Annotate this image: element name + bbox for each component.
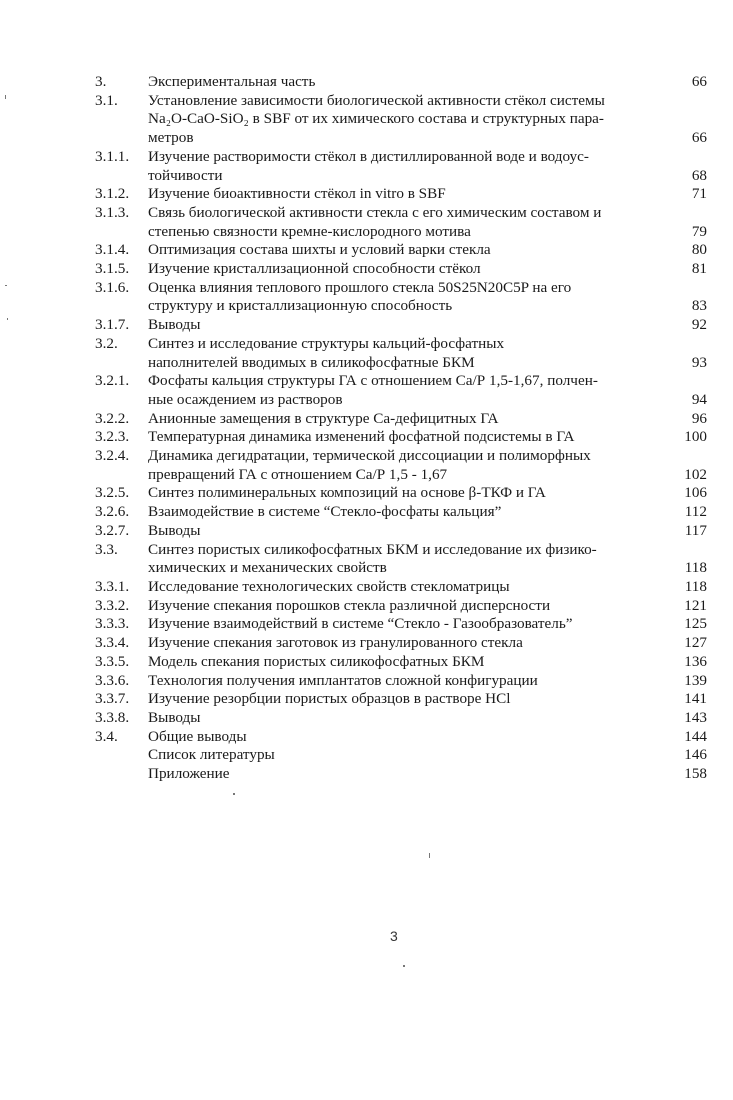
toc-entry-page: 158	[684, 765, 707, 783]
toc-entry-number: 3.	[95, 73, 107, 90]
toc-entry-number: 3.1.4.	[95, 241, 130, 259]
toc-entry	[95, 92, 707, 148]
toc-entry-page: 127	[684, 634, 707, 652]
toc-entry-title-line: Взаимодействие в системе “Стекло-фосфаты кальция”	[148, 503, 502, 521]
toc-entry-number: 3.1.1.	[95, 147, 130, 165]
scan-speck	[5, 285, 7, 286]
toc-entry	[95, 316, 707, 335]
toc-entry-number: 3.1.6.	[95, 278, 130, 296]
toc-entry-number: 3.2.4.	[95, 447, 130, 465]
toc-entry-title-line: Выводы	[148, 316, 201, 334]
toc-entry-page: 71	[691, 185, 707, 203]
toc-entry-number: 3.2.5.	[95, 484, 130, 502]
toc-entry-page: 92	[691, 316, 707, 334]
toc-entry-number: 3.1.5.	[95, 260, 130, 278]
toc-entry-title-line: ные осаждением из растворов	[148, 390, 343, 408]
toc-entry-title	[148, 279, 667, 316]
toc-entry-title	[148, 410, 667, 429]
toc-entry	[95, 615, 707, 634]
toc-entry	[95, 522, 707, 541]
toc-entry-page: 146	[684, 746, 707, 764]
toc-entry	[95, 709, 707, 728]
toc-entry-title	[148, 260, 667, 279]
toc-entry-page: 81	[691, 260, 707, 278]
toc-entry-page: 121	[684, 596, 707, 614]
toc-entry-title-line: Связь биологической активности стекла с его химическим составом и	[148, 203, 602, 221]
toc-entry-page: 106	[684, 484, 707, 502]
toc-entry-page: 144	[684, 727, 707, 745]
toc-entry	[95, 279, 707, 316]
toc-entry-title	[148, 185, 667, 204]
toc-entry-title	[148, 690, 667, 709]
toc-entry	[95, 241, 707, 260]
toc-entry-title	[148, 615, 667, 634]
toc-entry-title	[148, 728, 667, 747]
toc-entry-title-line: наполнителей вводимых в силикофосфатные БКМ	[148, 353, 475, 371]
toc-entry-number: 3.4.	[95, 727, 118, 745]
toc-entry-title	[148, 316, 667, 335]
toc-entry-title-line: структуру и кристаллизационную способность	[148, 297, 453, 315]
toc-entry-title-line: Экспериментальная часть	[148, 73, 316, 90]
table-of-contents	[95, 73, 707, 784]
toc-entry-title-line: Модель спекания пористых силикофосфатных БКМ	[148, 652, 485, 670]
toc-entry-title-line: Исследование технологических свойств стекломатрицы	[148, 577, 510, 595]
toc-entry-title-line: Оценка влияния теплового прошлого стекла 50S25N20C5P на его	[148, 278, 572, 296]
toc-entry-page: 118	[684, 559, 707, 577]
toc-entry-title	[148, 709, 667, 728]
scan-speck	[7, 318, 8, 320]
toc-entry-page: 80	[691, 241, 707, 259]
toc-entry	[95, 428, 707, 447]
toc-entry-title-line: Изучение спекания заготовок из гранулированного стекла	[148, 634, 523, 652]
toc-entry-title-line: Динамика дегидратации, термической диссоциации и полиморфных	[148, 447, 591, 465]
toc-entry-number: 3.3.2.	[95, 596, 130, 614]
toc-entry-title	[148, 522, 667, 541]
toc-entry-title-line: Установление зависимости биологической активности стёкол системы	[148, 91, 605, 109]
toc-entry-page: 100	[684, 428, 707, 446]
toc-entry-title-line: Температурная динамика изменений фосфатной подсистемы в ГА	[148, 428, 575, 446]
toc-entry	[95, 73, 707, 92]
toc-entry-title	[148, 372, 667, 409]
toc-entry-title-line: Фосфаты кальция структуры ГА с отношением Са/Р 1,5-1,67, полчен-	[148, 372, 598, 390]
toc-entry-page: 141	[684, 690, 707, 708]
toc-entry-title-line: химических и механических свойств	[148, 559, 387, 577]
toc-entry-title-line: Синтез полиминеральных композиций на основе β-ТКФ и ГА	[148, 484, 546, 502]
toc-entry-title	[148, 746, 667, 765]
toc-entry-page: 136	[684, 652, 707, 670]
toc-entry-number: 3.3.3.	[95, 615, 130, 633]
toc-entry-page: 83	[691, 297, 707, 315]
toc-entry	[95, 746, 707, 765]
toc-entry-page: 117	[684, 521, 707, 539]
toc-entry-title	[148, 653, 667, 672]
toc-entry-title-line: Выводы	[148, 708, 201, 726]
toc-entry-title-line: Изучение взаимодействий в системе “Стекло - Газообразователь”	[148, 615, 573, 633]
scan-speck	[429, 853, 430, 858]
toc-entry-number: 3.1.7.	[95, 316, 130, 334]
toc-entry-number: 3.3.5.	[95, 652, 130, 670]
toc-entry	[95, 597, 707, 616]
toc-entry-page: 125	[684, 615, 707, 633]
toc-entry-title	[148, 672, 667, 691]
toc-entry-number: 3.3.1.	[95, 577, 130, 595]
scan-speck	[403, 965, 405, 967]
toc-entry	[95, 672, 707, 691]
toc-entry-page: 68	[691, 166, 707, 184]
toc-entry-title	[148, 447, 667, 484]
toc-entry-number: 3.1.2.	[95, 185, 130, 203]
toc-entry-title-line: Изучение кристаллизационной способности стёкол	[148, 260, 481, 278]
toc-entry	[95, 260, 707, 279]
toc-entry-number: 3.3.7.	[95, 690, 130, 708]
toc-entry-number: 3.1.	[95, 91, 118, 109]
toc-entry-page: 143	[684, 708, 707, 726]
toc-entry-number: 3.3.	[95, 540, 118, 558]
toc-entry	[95, 578, 707, 597]
toc-entry-title-line: Выводы	[148, 521, 201, 539]
toc-entry-title-line: Изучение биоактивности стёкол in vitro в SBF	[148, 185, 446, 203]
toc-entry	[95, 634, 707, 653]
toc-entry-title-line: Анионные замещения в структуре Са-дефицитных ГА	[148, 409, 499, 427]
toc-entry-title	[148, 597, 667, 616]
toc-entry	[95, 335, 707, 372]
toc-entry-page: 112	[684, 503, 707, 521]
toc-entry	[95, 503, 707, 522]
toc-entry-title-line: Синтез пористых силикофосфатных БКМ и исследование их физико-	[148, 540, 597, 558]
toc-entry-number: 3.3.8.	[95, 708, 130, 726]
toc-entry-page: 79	[691, 222, 707, 240]
toc-entry-title	[148, 204, 667, 241]
toc-entry-title-line: Изучение растворимости стёкол в дистиллированной воде и водоус-	[148, 147, 589, 165]
toc-entry-title-line: Общие выводы	[148, 727, 247, 745]
toc-entry-title	[148, 241, 667, 260]
toc-entry	[95, 484, 707, 503]
toc-entry-page: 94	[691, 390, 707, 408]
toc-entry-page: 118	[684, 577, 707, 595]
toc-entry	[95, 372, 707, 409]
toc-entry-title-line: Приложение	[148, 765, 230, 783]
toc-entry	[95, 148, 707, 185]
toc-entry	[95, 185, 707, 204]
page-number: 3	[390, 928, 398, 944]
toc-entry-title	[148, 503, 667, 522]
toc-entry-number: 3.1.3.	[95, 203, 130, 221]
toc-entry-title-line: Синтез и исследование структуры кальций-фосфатных	[148, 334, 505, 352]
toc-entry	[95, 447, 707, 484]
toc-entry-title	[148, 335, 667, 372]
toc-entry-title-line: тойчивости	[148, 166, 223, 184]
toc-entry	[95, 410, 707, 429]
toc-entry-page: 96	[691, 409, 707, 427]
toc-entry-page: 66	[691, 73, 707, 90]
toc-entry-title-line: Na₂O-CaO-SiO₂ в SBF от их химического состава и структурных пара-	[148, 110, 604, 128]
toc-entry	[95, 765, 707, 784]
toc-entry-title-line: Изучение резорбции пористых образцов в растворе HCl	[148, 690, 511, 708]
toc-entry-number: 3.2.1.	[95, 372, 130, 390]
toc-entry	[95, 204, 707, 241]
toc-entry-number: 3.3.4.	[95, 634, 130, 652]
toc-entry-title-line: Изучение спекания порошков стекла различной дисперсности	[148, 596, 551, 614]
toc-entry-page: 66	[691, 129, 707, 147]
toc-entry-title	[148, 92, 667, 148]
toc-entry-page: 102	[684, 465, 707, 483]
toc-entry-title-line: Список литературы	[148, 746, 275, 764]
toc-entry-number: 3.2.3.	[95, 428, 130, 446]
toc-entry-number: 3.3.6.	[95, 671, 130, 689]
toc-entry	[95, 653, 707, 672]
toc-entry-page: 93	[691, 353, 707, 371]
toc-entry-number: 3.2.7.	[95, 521, 130, 539]
toc-entry-title-line: Оптимизация состава шихты и условий варки стекла	[148, 241, 491, 259]
toc-entry-title	[148, 634, 667, 653]
scan-speck	[233, 793, 235, 795]
toc-entry-number: 3.2.	[95, 334, 118, 352]
toc-entry-page: 139	[684, 671, 707, 689]
toc-entry-title	[148, 541, 667, 578]
scan-speck	[5, 95, 6, 99]
toc-entry-title-line: степенью связности кремне-кислородного мотива	[148, 222, 471, 240]
toc-entry-title	[148, 148, 667, 185]
toc-entry-number: 3.2.6.	[95, 503, 130, 521]
toc-entry-title	[148, 765, 667, 784]
toc-entry-title	[148, 484, 667, 503]
toc-entry-title-line: Технология получения имплантатов сложной конфигурации	[148, 671, 538, 689]
toc-entry	[95, 728, 707, 747]
toc-entry-title	[148, 428, 667, 447]
toc-entry-title-line: превращений ГА с отношением Са/Р 1,5 - 1,67	[148, 465, 448, 483]
toc-entry-title	[148, 73, 667, 92]
toc-entry-title	[148, 578, 667, 597]
toc-entry-number: 3.2.2.	[95, 409, 130, 427]
toc-entry	[95, 690, 707, 709]
toc-entry	[95, 541, 707, 578]
toc-entry-title-line: метров	[148, 129, 194, 147]
